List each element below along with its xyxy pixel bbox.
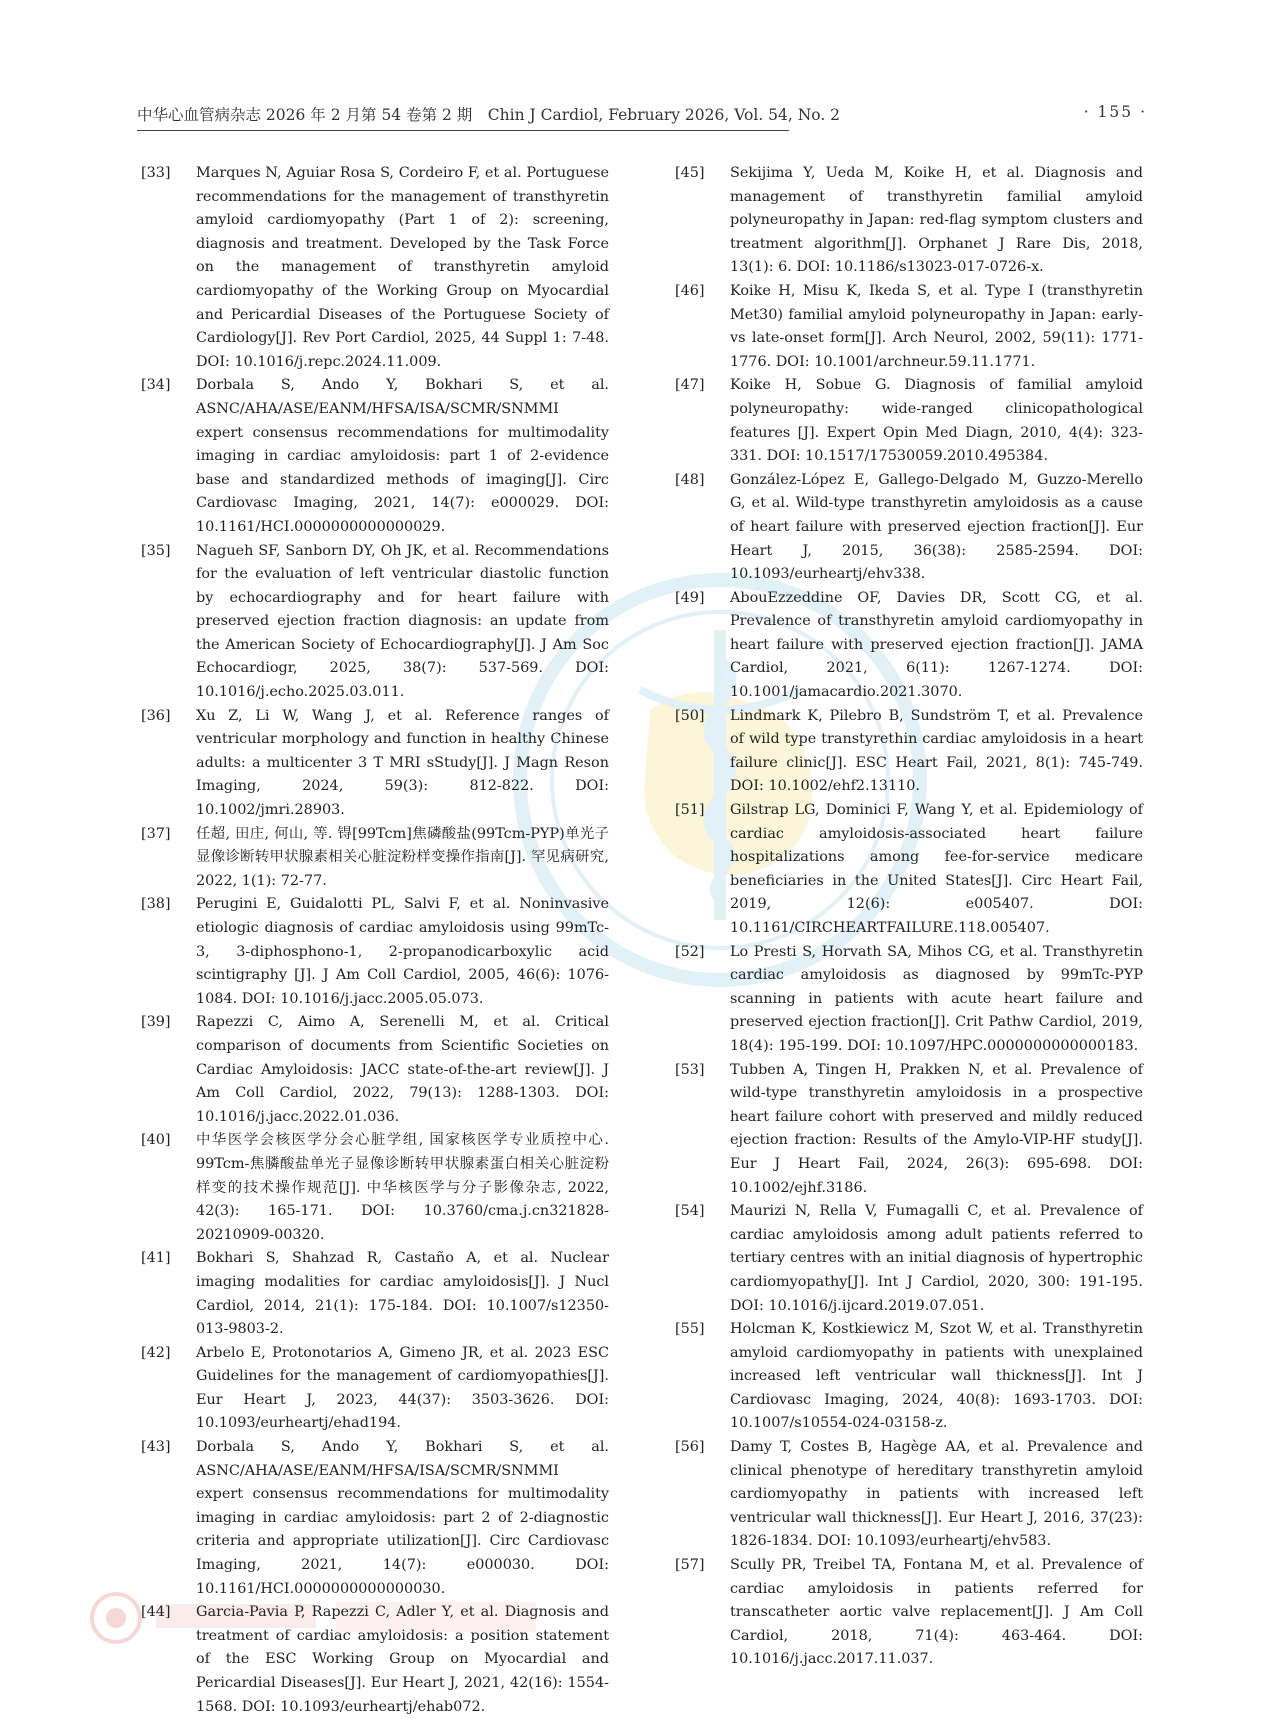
reference-text: Perugini E, Guidalotti PL, Salvi F, et al. Noninvasive etiologic diagnosis of cardiac amyloidosis using 99mTc-3, 3-diphosphono-1, 2-propanodicarboxylic acid scintigraphy [J]. J Am Coll Cardiol, 2005, 46(6): 1076-1084. DOI: 10.1016/j.jacc.2005.05.073. <box>196 896 609 1007</box>
reference-text: Rapezzi C, Aimo A, Serenelli M, et al. Critical comparison of documents from Scientific Societies on Cardiac Amyloidosis: JACC state-of-the-art review[J]. J Am Coll Cardiol, 2022, 79(13): 1288-1303. DOI: 10.1016/j.jacc.2022.01.036. <box>196 1014 609 1125</box>
reference-entry <box>675 1318 1143 1436</box>
reference-text: Scully PR, Treibel TA, Fontana M, et al. Prevalence of cardiac amyloidosis in patients referred for transcatheter aortic valve replacement[J]. J Am Coll Cardiol, 2018, 71(4): 463-464. DOI: 10.1016/j.jacc.2017.11.037. <box>730 1557 1143 1668</box>
reference-text: Dorbala S, Ando Y, Bokhari S, et al. ASNC/AHA/ASE/EANM/HFSA/ISA/SCMR/SNMMI expert consensus recommendations for multimodality imaging in cardiac amyloidosis: part 1 of 2-evidence base and standardized methods of imaging[J]. Circ Cardiovasc Imaging, 2021, 14(7): e000029. DOI: 10.1161/HCI.0000000000000029. <box>196 377 609 535</box>
reference-entry <box>141 162 609 374</box>
reference-number: [56] <box>675 1439 705 1456</box>
reference-text: Holcman K, Kostkiewicz M, Szot W, et al. Transthyretin amyloid cardiomyopathy in patients with unexplained increased left ventricular wall thickness[J]. Int J Cardiovasc Imaging, 2024, 40(8): 1693-1703. DOI: 10.1007/s10554-024-03158-z. <box>730 1321 1143 1432</box>
reference-text: Bokhari S, Shahzad R, Castaño A, et al. Nuclear imaging modalities for cardiac amyloidosis[J]. J Nucl Cardiol, 2014, 21(1): 175-184. DOI: 10.1007/s12350-013-9803-2. <box>196 1250 609 1338</box>
reference-text: 中华医学会核医学分会心脏学组, 国家核医学专业质控中心. 99Tcm-焦膦酸盐单光子显像诊断转甲状腺素蛋白相关心脏淀粉样变的技术操作规范[J]. 中华核医学与分子影像杂志, 2022, 42(3): 165-171. DOI: 10.3760/cma.j.cn321828-20210909-00320. <box>196 1132 609 1243</box>
reference-text: Lo Presti S, Horvath SA, Mihos CG, et al. Transthyretin cardiac amyloidosis as diagnosed by 99mTc-PYP scanning in patients with acute heart failure and preserved ejection fraction[J]. Crit Pathw Cardiol, 2019, 18(4): 195-199. DOI: 10.1097/HPC.0000000000000183. <box>730 943 1143 1054</box>
reference-entry <box>675 587 1143 705</box>
references-left-column <box>141 162 609 1719</box>
reference-number: [37] <box>141 825 171 842</box>
reference-text: Dorbala S, Ando Y, Bokhari S, et al. ASNC/AHA/ASE/EANM/HFSA/ISA/SCMR/SNMMI expert consensus recommendations for multimodality imaging in cardiac amyloidosis: part 2 of 2-diagnostic criteria and appropriate utilization[J]. Circ Cardiovasc Imaging, 2021, 14(7): e000030. DOI: 10.1161/HCI.0000000000000030. <box>196 1439 609 1597</box>
reference-entry <box>675 374 1143 468</box>
reference-text: Garcia-Pavia P, Rapezzi C, Adler Y, et al. Diagnosis and treatment of cardiac amyloidosis: a position statement of the ESC Working Group on Myocardial and Pericardial Diseases[J]. Eur Heart J, 2021, 42(16): 1554-1568. DOI: 10.1093/eurheartj/ehab072. <box>196 1604 609 1715</box>
reference-number: [50] <box>675 707 705 724</box>
reference-number: [47] <box>675 377 705 394</box>
reference-number: [52] <box>675 943 705 960</box>
header-rule <box>137 130 789 131</box>
reference-entry <box>141 1342 609 1436</box>
reference-number: [35] <box>141 542 171 559</box>
reference-text: Marques N, Aguiar Rosa S, Cordeiro F, et al. Portuguese recommendations for the management of transthyretin amyloid cardiomyopathy (Part 1 of 2): screening, diagnosis and treatment. Developed by the Task Force on the management of transthyretin amyloid cardiomyopathy of the Working Group on Myocardial and Pericardial Diseases of the Portuguese Society of Cardiology[J]. Rev Port Cardiol, 2025, 44 Suppl 1: 7-48. DOI: 10.1016/j.repc.2024.11.009. <box>196 165 609 370</box>
reference-text: Maurizi N, Rella V, Fumagalli C, et al. Prevalence of cardiac amyloidosis among adult patients referred to tertiary centres with an initial diagnosis of hypertrophic cardiomyopathy[J]. Int J Cardiol, 2020, 300: 191-195. DOI: 10.1016/j.ijcard.2019.07.051. <box>730 1203 1143 1314</box>
reference-number: [48] <box>675 471 705 488</box>
reference-entry <box>675 941 1143 1059</box>
reference-text: Gilstrap LG, Dominici F, Wang Y, et al. Epidemiology of cardiac amyloidosis-associated heart failure hospitalizations among fee-for-service medicare beneficiaries in the United States[J]. Circ Heart Fail, 2019, 12(6): e005407. DOI: 10.1161/CIRCHEARTFAILURE.118.005407. <box>730 802 1143 936</box>
reference-text: Koike H, Misu K, Ikeda S, et al. Type I (transthyretin Met30) familial amyloid polyneuropathy in Japan: early-vs late-onset form[J]. Arch Neurol, 2002, 59(11): 1771-1776. DOI: 10.1001/archneur.59.11.1771. <box>730 282 1143 370</box>
reference-text: 任超, 田庄, 何山, 等. 锝[99Tcm]焦磷酸盐(99Tcm-PYP)单光子显像诊断转甲状腺素相关心脏淀粉样变操作指南[J]. 罕见病研究, 2022, 1(1): 72-77. <box>196 825 609 889</box>
reference-text: González-López E, Gallego-Delgado M, Guzzo-Merello G, et al. Wild-type transthyretin amyloidosis as a cause of heart failure with preserved ejection fraction[J]. Eur Heart J, 2015, 36(38): 2585-2594. DOI: 10.1093/eurheartj/ehv338. <box>730 471 1143 583</box>
reference-number: [46] <box>675 282 705 299</box>
reference-number: [39] <box>141 1014 171 1031</box>
reference-entry <box>675 1554 1143 1672</box>
reference-number: [41] <box>141 1250 171 1267</box>
reference-entry <box>141 374 609 539</box>
page-number: · 155 · <box>1083 103 1147 121</box>
reference-entry <box>675 469 1143 587</box>
reference-number: [43] <box>141 1439 171 1456</box>
reference-entry <box>141 540 609 705</box>
references-right-column <box>675 162 1143 1672</box>
reference-entry <box>141 1247 609 1341</box>
reference-text: AbouEzzeddine OF, Davies DR, Scott CG, et al. Prevalence of transthyretin amyloid cardiomyopathy in heart failure with preserved ejection fraction[J]. JAMA Cardiol, 2021, 6(11): 1267-1274. DOI: 10.1001/jamacardio.2021.3070. <box>730 589 1143 701</box>
reference-entry <box>141 1436 609 1601</box>
reference-entry <box>141 893 609 1011</box>
reference-number: [44] <box>141 1604 171 1621</box>
reference-text: Tubben A, Tingen H, Prakken N, et al. Prevalence of wild-type transthyretin amyloidosis in a prospective heart failure cohort with preserved and mildly reduced ejection fraction: Results of the Amylo-VIP-HF study[J]. Eur J Heart Fail, 2024, 26(3): 695-698. DOI: 10.1002/ejhf.3186. <box>730 1061 1143 1196</box>
reference-text: Arbelo E, Protonotarios A, Gimeno JR, et al. 2023 ESC Guidelines for the management of cardiomyopathies[J]. Eur Heart J, 2023, 44(37): 3503-3626. DOI: 10.1093/eurheartj/ehad194. <box>196 1344 609 1432</box>
reference-entry <box>675 162 1143 280</box>
reference-number: [42] <box>141 1344 171 1361</box>
reference-entry <box>141 1601 609 1719</box>
reference-number: [34] <box>141 377 171 394</box>
reference-number: [36] <box>141 707 171 724</box>
reference-number: [45] <box>675 165 705 181</box>
reference-text: Xu Z, Li W, Wang J, et al. Reference ranges of ventricular morphology and function in healthy Chinese adults: a multicenter 3 T MRI sStudy[J]. J Magn Reson Imaging, 2024, 59(3): 812-822. DOI: 10.1002/jmri.28903. <box>196 707 609 819</box>
reference-entry <box>675 1059 1143 1201</box>
reference-text: Koike H, Sobue G. Diagnosis of familial amyloid polyneuropathy: wide-ranged clinicopathological features [J]. Expert Opin Med Diagn, 2010, 4(4): 323-331. DOI: 10.1517/17530059.2010.495384. <box>730 377 1143 465</box>
running-header <box>137 103 1147 129</box>
reference-entry <box>141 1011 609 1129</box>
reference-entry <box>675 799 1143 941</box>
reference-number: [38] <box>141 896 171 913</box>
reference-number: [51] <box>675 802 705 819</box>
reference-number: [40] <box>141 1132 171 1149</box>
reference-text: Nagueh SF, Sanborn DY, Oh JK, et al. Recommendations for the evaluation of left ventricular diastolic function by echocardiography and for heart failure with preserved ejection fraction diagnosis: an update from the American Society of Echocardiography[J]. J Am Soc Echocardiogr, 2025, 38(7): 537-569. DOI: 10.1016/j.echo.2025.03.011. <box>196 542 609 701</box>
reference-entry <box>141 823 609 894</box>
reference-entry <box>141 705 609 823</box>
reference-entry <box>141 1129 609 1247</box>
reference-number: [54] <box>675 1203 705 1220</box>
reference-entry <box>675 705 1143 799</box>
reference-number: [53] <box>675 1061 705 1078</box>
reference-entry <box>675 1436 1143 1554</box>
reference-number: [49] <box>675 589 705 606</box>
journal-citation: 中华心血管病杂志 2026 年 2 月第 54 卷第 2 期 Chin J Cardiol, February 2026, Vol. 54, No. 2 <box>137 106 841 124</box>
reference-entry <box>675 280 1143 374</box>
reference-number: [33] <box>141 165 171 181</box>
reference-number: [57] <box>675 1557 705 1574</box>
reference-number: [55] <box>675 1321 705 1338</box>
reference-text: Damy T, Costes B, Hagège AA, et al. Prevalence and clinical phenotype of hereditary transthyretin amyloid cardiomyopathy in patients with increased left ventricular wall thickness[J]. Eur Heart J, 2016, 37(23): 1826-1834. DOI: 10.1093/eurheartj/ehv583. <box>730 1439 1143 1550</box>
reference-text: Lindmark K, Pilebro B, Sundström T, et al. Prevalence of wild type transtyrethin cardiac amyloidosis in a heart failure clinic[J]. ESC Heart Fail, 2021, 8(1): 745-749. DOI: 10.1002/ehf2.13110. <box>730 707 1143 795</box>
reference-text: Sekijima Y, Ueda M, Koike H, et al. Diagnosis and management of transthyretin familial amyloid polyneuropathy in Japan: red-flag symptom clusters and treatment algorithm[J]. Orphanet J Rare Dis, 2018, 13(1): 6. DOI: 10.1186/s13023-017-0726-x. <box>730 165 1143 276</box>
reference-entry <box>675 1200 1143 1318</box>
